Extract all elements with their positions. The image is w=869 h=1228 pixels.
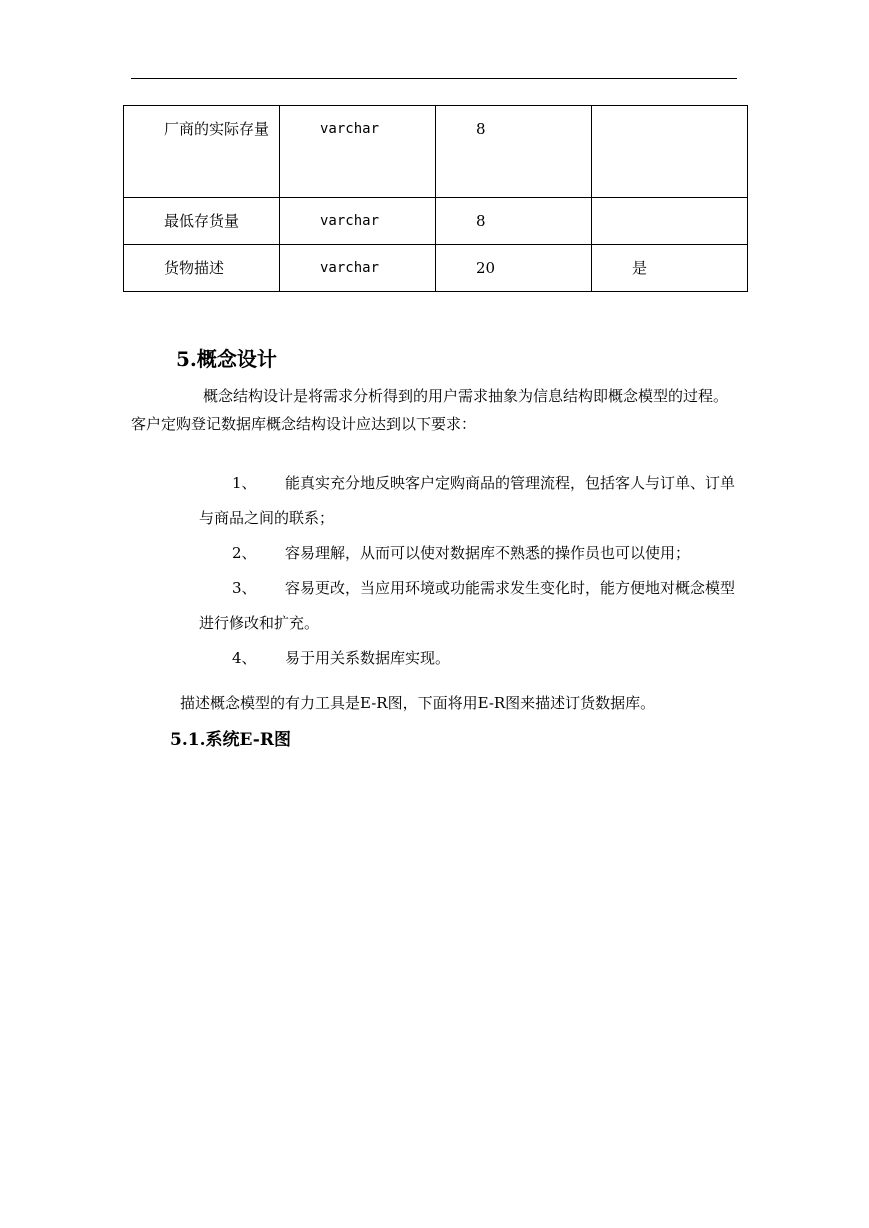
list-item-text: 容易更改，当应用环境或功能需求发生变化时，能方便地对概念模型进行修改和扩充。 bbox=[199, 579, 736, 632]
field-type: varchar bbox=[320, 121, 380, 137]
field-name: 厂商的实际存量 bbox=[164, 120, 270, 138]
field-type-cell bbox=[280, 198, 436, 245]
list-item-text: 能真实充分地反映客户定购商品的管理流程，包括客人与订单、订单与商品之间的联系； bbox=[199, 474, 736, 527]
table-row bbox=[124, 198, 748, 245]
field-type: varchar bbox=[320, 213, 380, 229]
subsection-title: 5.1.系统E-R图 bbox=[170, 730, 291, 750]
field-length: 8 bbox=[476, 120, 486, 138]
field-name-cell bbox=[124, 198, 280, 245]
table-row bbox=[124, 106, 748, 198]
list-item-text: 容易理解，从而可以使对数据库不熟悉的操作员也可以使用； bbox=[285, 544, 691, 562]
section-title: 5.概念设计 bbox=[176, 347, 277, 371]
field-table bbox=[123, 105, 748, 292]
list-item-number: 1、 bbox=[232, 474, 257, 492]
field-name-cell bbox=[124, 106, 280, 198]
field-length: 20 bbox=[476, 259, 496, 277]
field-length-cell bbox=[436, 198, 592, 245]
list-item bbox=[199, 571, 744, 641]
summary-paragraph: 描述概念模型的有力工具是E-R图，下面将用E-R图来描述订货数据库。 bbox=[180, 694, 656, 712]
field-type-cell bbox=[280, 106, 436, 198]
field-length-cell bbox=[436, 245, 592, 292]
list-item-number: 4、 bbox=[232, 649, 257, 667]
list-item bbox=[199, 641, 744, 676]
field-nullable-cell bbox=[592, 106, 748, 198]
field-type-cell bbox=[280, 245, 436, 292]
field-length-cell bbox=[436, 106, 592, 198]
intro-paragraph: 概念结构设计是将需求分析得到的用户需求抽象为信息结构即概念模型的过程。客户定购登记数据库概念结构设计应达到以下要求： bbox=[131, 387, 729, 433]
field-name: 最低存货量 bbox=[164, 212, 240, 230]
requirements-list bbox=[199, 466, 744, 676]
list-item-number: 3、 bbox=[232, 579, 257, 597]
field-nullable-cell bbox=[592, 198, 748, 245]
list-item-text: 易于用关系数据库实现。 bbox=[285, 649, 451, 667]
list-item bbox=[199, 466, 744, 536]
list-item bbox=[199, 536, 744, 571]
field-type: varchar bbox=[320, 260, 380, 276]
field-nullable-cell bbox=[592, 245, 748, 292]
field-nullable: 是 bbox=[632, 259, 648, 277]
field-name-cell bbox=[124, 245, 280, 292]
field-length: 8 bbox=[476, 212, 486, 230]
header-rule bbox=[131, 78, 737, 79]
table-row bbox=[124, 245, 748, 292]
field-name: 货物描述 bbox=[164, 259, 225, 277]
list-item-number: 2、 bbox=[232, 544, 257, 562]
